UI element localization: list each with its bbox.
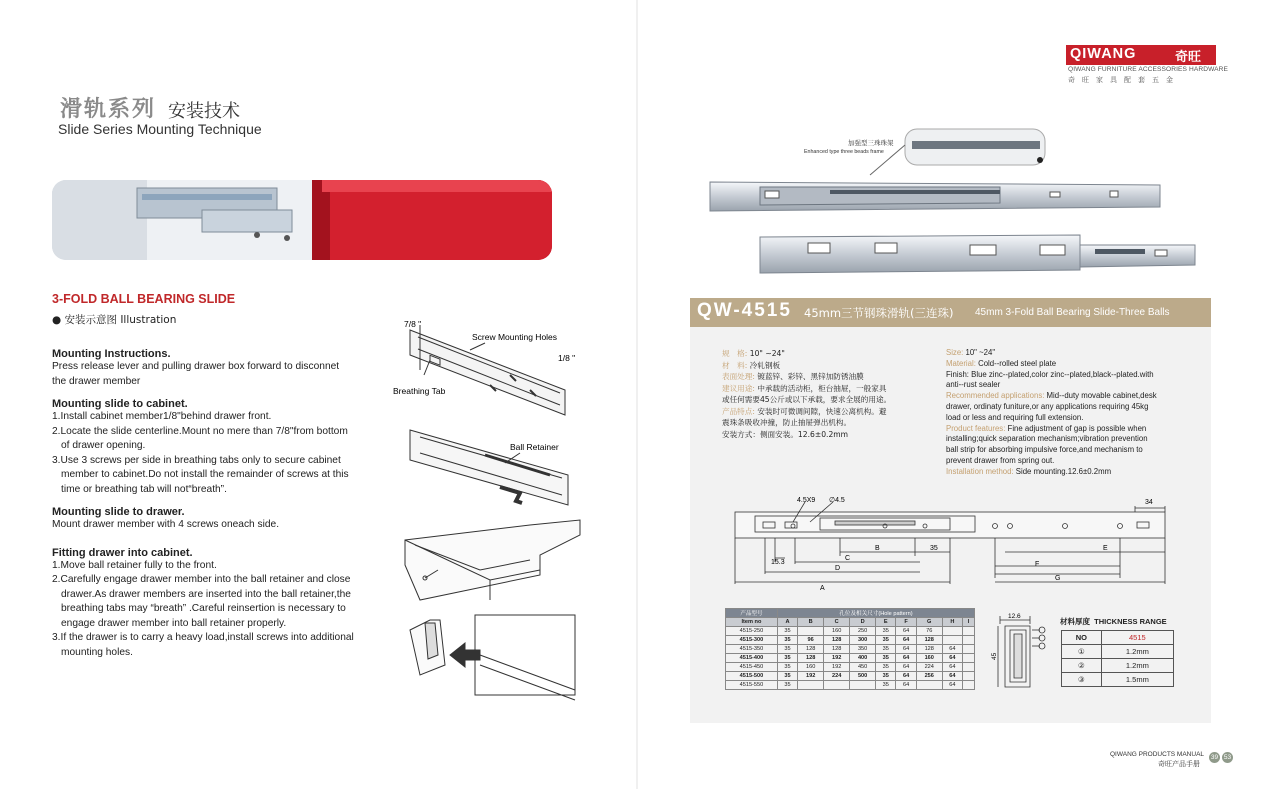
- instruction-block: [52, 547, 392, 661]
- dim-E: E: [1103, 545, 1108, 552]
- mounting-diagrams: [390, 315, 590, 705]
- table-cell: 192: [798, 672, 824, 681]
- block-heading: Mounting slide to cabinet.: [52, 398, 188, 410]
- instruction-block: [52, 348, 392, 389]
- table-cell: 400: [850, 654, 876, 663]
- table-cell: 35: [876, 672, 896, 681]
- table-cell: 64: [896, 627, 916, 636]
- thickness-value: 1.2mm: [1101, 645, 1173, 659]
- spec-line: [722, 429, 937, 441]
- brand-tagline-cn: 奇旺家具配套五金: [1068, 76, 1180, 84]
- hole-pattern-table: [725, 608, 975, 690]
- spec-line: [946, 348, 1186, 359]
- spec-text: 10" ~24": [963, 348, 996, 357]
- page-spine: [636, 0, 638, 789]
- table-cell: [963, 681, 975, 690]
- spec-label: Installation method:: [946, 466, 1014, 476]
- table-cell: 256: [916, 672, 942, 681]
- spec-text: Side mounting.12.6±0.2mm: [1013, 466, 1112, 476]
- spec-text: 中承载的活动柜，柜台抽屉，一般家具: [754, 383, 887, 393]
- table-cell: 35: [876, 636, 896, 645]
- block-line: breathing tabs may “breath” .Careful reinsertion is necessary to: [61, 603, 346, 614]
- spec-label: Recommended applications:: [946, 391, 1045, 401]
- table-cell: 35: [777, 645, 797, 654]
- brand-logo-text: QIWANG: [1070, 46, 1137, 62]
- table-cell: 35: [777, 672, 797, 681]
- spec-text: ball strip for absorbing impulsive force,and mechanism to: [946, 445, 1143, 455]
- thickness-no: ③: [1062, 673, 1102, 687]
- spec-line: [946, 391, 1186, 402]
- table-cell: 64: [896, 663, 916, 672]
- table-cell: 300: [850, 636, 876, 645]
- thickness-title-en: THICKNESS RANGE: [1094, 617, 1167, 626]
- table-cell: 128: [824, 636, 850, 645]
- spec-text: 安装方式：侧面安装。12.6±0.2mm: [722, 429, 849, 439]
- spec-line: [722, 371, 937, 383]
- instructions: [52, 348, 392, 660]
- instruction-block: [52, 506, 392, 533]
- spec-text: 或任何需要45公斤或以下承载，要求全展的用途。: [722, 395, 892, 404]
- table-cell: [942, 636, 962, 645]
- table-cell: [916, 681, 942, 690]
- table-cell: 35: [777, 627, 797, 636]
- table-cell: 160: [916, 654, 942, 663]
- table-cell: 64: [942, 672, 962, 681]
- spec-text: 冷轧钢板: [747, 360, 781, 370]
- spec-text: 镀蓝锌、彩锌、黑锌加防锈油膜: [754, 372, 864, 381]
- spec-label: 材 料:: [722, 360, 748, 370]
- table-cell: 64: [942, 681, 962, 690]
- profile-width: 12.6: [1008, 613, 1021, 620]
- spec-label: 产品特点:: [722, 406, 755, 416]
- table-cell: 192: [824, 654, 850, 663]
- column-header: Item no: [726, 618, 778, 627]
- label-one-eighth: 1/8 ": [558, 353, 576, 363]
- spec-label: Size:: [946, 348, 964, 357]
- block-line: 2.Locate the slide centerline.Mount no mere than 7/8"from bottom: [52, 425, 348, 437]
- table-cell: 64: [942, 645, 962, 654]
- title-en: Slide Series Mounting Technique: [58, 121, 262, 137]
- drawer-photo: [52, 180, 552, 260]
- illustration-label: ● 安装示意图 Illustration: [52, 314, 177, 326]
- dim-B: B: [875, 545, 880, 552]
- model-name-cn: 45mm三节钢珠滑轨(三连珠): [804, 306, 954, 320]
- profile-drawing: [990, 612, 1050, 692]
- table-cell: 128: [916, 636, 942, 645]
- spec-text: 震珠条吸收冲撞，防止抽屉弹出机构。: [722, 418, 852, 427]
- frame-label-cn: 加强型三珠珠架: [848, 139, 894, 147]
- table-cell: 128: [824, 645, 850, 654]
- block-line: time or breathing tab will not“breath”.: [61, 483, 227, 495]
- footer-manual: QIWANG PRODUCTS MANUAL: [1110, 751, 1205, 758]
- block-line: 3.If the drawer is to carry a heavy load,install screws into additional: [52, 632, 354, 643]
- spec-text: drawer, ordinaty funiture,or any applications requiring 45kg: [946, 401, 1149, 411]
- table-cell: 35: [876, 627, 896, 636]
- table-body: [726, 627, 975, 690]
- drawer-photo-illustration: [52, 180, 552, 260]
- block-heading: Mounting slide to drawer.: [52, 506, 185, 518]
- spec-label: Product features:: [946, 423, 1006, 433]
- table-cell: 35: [876, 654, 896, 663]
- thickness-row: [1062, 645, 1174, 659]
- dim-hole-slot: 4.5X9: [797, 497, 816, 504]
- thickness-title: [1060, 616, 1167, 627]
- page-number: 53: [1223, 754, 1232, 761]
- table-cell: 160: [798, 663, 824, 672]
- spec-label: 表面处理:: [722, 372, 755, 381]
- spec-line: [946, 413, 1186, 424]
- table-cell: 35: [876, 681, 896, 690]
- table-cell: 64: [896, 654, 916, 663]
- instruction-block: [52, 398, 392, 497]
- table-row: [726, 627, 975, 636]
- model-code: QW-4515: [697, 300, 792, 321]
- table-cell: [963, 654, 975, 663]
- table-cell: 224: [824, 672, 850, 681]
- block-line: engage drawer member into ball retainer properly.: [61, 617, 287, 629]
- block-heading: Fitting drawer into cabinet.: [52, 546, 193, 559]
- table-row: [726, 681, 975, 690]
- table-cell: 35: [876, 663, 896, 672]
- table-cell: [963, 636, 975, 645]
- dim-G: G: [1055, 575, 1061, 582]
- column-header: B: [798, 618, 824, 627]
- spec-en: [946, 348, 1186, 478]
- table-cell: [963, 663, 975, 672]
- block-line: 1.Install cabinet member1/8"behind drawer front.: [52, 411, 272, 422]
- spec-line: [722, 417, 937, 429]
- dim-C: C: [845, 555, 851, 562]
- label-ball-retainer: Ball Retainer: [510, 442, 559, 452]
- table-cell: 4515-350: [726, 645, 778, 654]
- table-cell: 4515-550: [726, 681, 778, 690]
- spec-line: [722, 394, 937, 406]
- block-line: of drawer opening.: [61, 440, 146, 451]
- table-cell: 500: [850, 672, 876, 681]
- table-cell: 450: [850, 663, 876, 672]
- table-cell: 224: [916, 663, 942, 672]
- spec-line: [946, 370, 1186, 381]
- table-cell: 35: [876, 645, 896, 654]
- table-cell: 64: [942, 654, 962, 663]
- block-heading: Mounting Instructions.: [52, 348, 171, 360]
- block-line: Press release lever and pulling drawer box forward to disconnet: [52, 361, 340, 372]
- thickness-header-row: [1062, 631, 1174, 645]
- block-line: drawer.As drawer members are inserted into the ball retainer,the: [61, 588, 351, 600]
- block-line: 1.Move ball retainer fully to the front.: [52, 559, 217, 571]
- block-line: 3.Use 3 screws per side in breathing tabs only to secure cabinet: [52, 454, 341, 466]
- brand-logo-cn: 奇旺: [1175, 50, 1202, 65]
- column-header: F: [896, 618, 916, 627]
- table-cell: 128: [798, 645, 824, 654]
- table-column-row: [726, 618, 975, 627]
- thickness-no: ②: [1062, 659, 1102, 673]
- thickness-header-cell: 4515: [1101, 631, 1173, 645]
- dim-15-3: 15.3: [771, 559, 785, 566]
- brand-tagline: QIWANG FURNITURE ACCESSORIES HARDWARE: [1068, 66, 1229, 73]
- spec-line: [946, 380, 1186, 391]
- table-cell: 4515-250: [726, 627, 778, 636]
- thickness-table: [1061, 630, 1174, 687]
- spec-line: [946, 456, 1186, 467]
- table-cell: [798, 681, 824, 690]
- header-cell: 产品型号: [726, 609, 778, 618]
- table-cell: 35: [777, 681, 797, 690]
- thickness-title-cn: 材料厚度: [1060, 617, 1090, 626]
- model-name-en: 45mm 3-Fold Ball Bearing Slide-Three Balls: [975, 307, 1170, 318]
- thickness-value: 1.2mm: [1101, 659, 1173, 673]
- block-line: the drawer member: [52, 375, 141, 387]
- column-header: G: [916, 618, 942, 627]
- table-cell: [824, 681, 850, 690]
- product-render: [700, 125, 1200, 285]
- table-cell: 350: [850, 645, 876, 654]
- column-header: A: [777, 618, 797, 627]
- table-row: [726, 636, 975, 645]
- table-cell: [850, 681, 876, 690]
- spec-text: Cold--rolled steel plate: [975, 358, 1057, 368]
- table-cell: 64: [896, 645, 916, 654]
- spec-text: Finish: Blue zinc--plated,color zinc--plated,black--plated.with: [946, 369, 1154, 379]
- spec-line: [722, 360, 937, 372]
- table-cell: 64: [896, 672, 916, 681]
- spec-text: anti--rust sealer: [946, 380, 1001, 390]
- column-header: H: [942, 618, 962, 627]
- footer-manual-cn: 奇旺产品手册: [1158, 760, 1200, 768]
- table-cell: 35: [777, 663, 797, 672]
- spec-text: 10" ~24": [747, 349, 785, 358]
- header-cell: 孔位及相关尺寸(Hole pattern): [777, 609, 974, 618]
- label-breathing-tab: Breathing Tab: [393, 386, 446, 396]
- table-cell: 35: [777, 654, 797, 663]
- spec-line: [946, 359, 1186, 370]
- table-cell: 192: [824, 663, 850, 672]
- table-cell: 160: [824, 627, 850, 636]
- table-cell: [942, 627, 962, 636]
- frame-label-en: Enhanced type three beads frame: [804, 149, 884, 155]
- table-cell: [963, 645, 975, 654]
- spec-line: [946, 445, 1186, 456]
- table-cell: 4515-300: [726, 636, 778, 645]
- table-cell: [798, 627, 824, 636]
- dim-D: D: [835, 565, 841, 572]
- column-header: I: [963, 618, 975, 627]
- spec-line: [722, 383, 937, 395]
- title-cn: 滑轨系列: [60, 97, 157, 122]
- table-cell: 35: [777, 636, 797, 645]
- spec-text: prevent drawer from spring out.: [946, 455, 1055, 465]
- dim-hole-round: ∅4.5: [829, 497, 845, 504]
- table-cell: 64: [896, 681, 916, 690]
- table-row: [726, 654, 975, 663]
- table-cell: 4515-400: [726, 654, 778, 663]
- table-cell: 76: [916, 627, 942, 636]
- table-cell: 250: [850, 627, 876, 636]
- column-header: E: [876, 618, 896, 627]
- page-number: 39: [1210, 754, 1219, 761]
- table-cell: [963, 672, 975, 681]
- table-header-row: [726, 609, 975, 618]
- block-line: Mount drawer member with 4 screws oneach side.: [52, 519, 280, 530]
- table-cell: 64: [942, 663, 962, 672]
- thickness-row: [1062, 659, 1174, 673]
- table-cell: 128: [798, 654, 824, 663]
- block-line: mounting holes.: [61, 646, 133, 658]
- spec-label: 规 格:: [722, 349, 748, 358]
- thickness-row: [1062, 673, 1174, 687]
- block-line: member to cabinet.Do not install the remainder of screws at this: [61, 469, 349, 480]
- spec-label: 建议用途:: [722, 383, 755, 393]
- title-cn-sub: 安装技术: [168, 101, 240, 122]
- spec-text: 安装时可微调间隙，快速公离机构。避: [754, 406, 887, 416]
- dim-34: 34: [1145, 499, 1153, 506]
- spec-text: installing;quick separation mechanism;vibration prevention: [946, 434, 1148, 444]
- spec-text: Mid--duty movable cabinet,desk: [1044, 391, 1157, 401]
- spec-line: [722, 348, 937, 360]
- dim-F: F: [1035, 561, 1040, 568]
- spec-text: load or less and requiring full extension.: [946, 412, 1084, 422]
- spec-label: Material:: [946, 358, 976, 368]
- table-cell: 96: [798, 636, 824, 645]
- column-header: C: [824, 618, 850, 627]
- table-cell: 4515-450: [726, 663, 778, 672]
- table-cell: [963, 627, 975, 636]
- thickness-header-cell: NO: [1062, 631, 1102, 645]
- table-row: [726, 663, 975, 672]
- dimension-drawing: [725, 490, 1175, 590]
- profile-height: 45: [991, 652, 998, 660]
- thickness-value: 1.5mm: [1101, 673, 1173, 687]
- table-cell: 64: [896, 636, 916, 645]
- label-screw-holes: Screw Mounting Holes: [472, 332, 558, 342]
- dim-A: A: [820, 585, 825, 590]
- spec-line: [722, 406, 937, 418]
- dim-35: 35: [930, 545, 938, 552]
- spec-line: [946, 402, 1186, 413]
- spec-text: Fine adjustment of gap is possible when: [1005, 423, 1147, 433]
- column-header: D: [850, 618, 876, 627]
- label-seven-eighths: 7/8 ": [404, 319, 422, 329]
- section-title: 3-FOLD BALL BEARING SLIDE: [52, 292, 236, 306]
- spec-line: [946, 424, 1186, 435]
- table-row: [726, 672, 975, 681]
- spec-line: [946, 467, 1186, 478]
- spec-line: [946, 434, 1186, 445]
- thickness-no: ①: [1062, 645, 1102, 659]
- table-cell: 4515-500: [726, 672, 778, 681]
- table-row: [726, 645, 975, 654]
- spec-cn: [722, 348, 937, 440]
- block-line: 2.Carefully engage drawer member into the ball retainer and close: [52, 574, 351, 585]
- table-cell: 128: [916, 645, 942, 654]
